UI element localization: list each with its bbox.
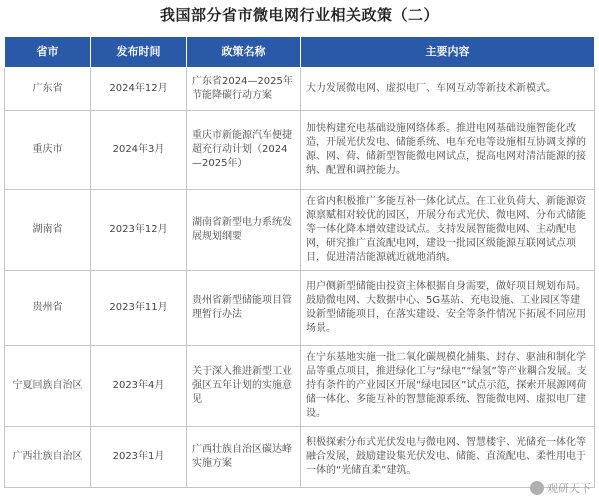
watermark xyxy=(530,480,591,496)
cell-policy: 关于深入推进新型工业强区五年计划的实施意见 xyxy=(187,346,301,427)
cell-province: 宁夏回族自治区 xyxy=(5,346,91,427)
cell-policy: 贵州省新型储能项目管理暂行办法 xyxy=(187,271,301,346)
cell-content: 在省内积极推广多能互补一体化试点。在工业负荷大、新能源资源禀赋相对较优的园区，开展分布式光伏、微电网、分布式储能等一体化降本增效建设试点。支持发展智能微电网、主动配电网，研究推广直流配电网，建设一批园区级能源互联网试点项目，促进清洁能源就近就地消纳。 xyxy=(301,190,595,271)
brand-logo-icon xyxy=(530,481,544,495)
cell-date: 2024年3月 xyxy=(91,111,187,190)
cell-province: 广西壮族自治区 xyxy=(5,427,91,488)
table-header-row xyxy=(5,37,595,68)
header-content: 主要内容 xyxy=(301,37,595,68)
cell-content: 积极探索分布式光伏发电与微电网、智慧楼宇、光储充一体化等融合发展，鼓励建设集光伏发电、储能、直流配电、柔性用电于一体的“光储直柔”建筑。 xyxy=(301,427,595,488)
cell-province: 湖南省 xyxy=(5,190,91,271)
cell-date: 2023年4月 xyxy=(91,346,187,427)
cell-policy: 广东省2024—2025年节能降碳行动方案 xyxy=(187,68,301,111)
header-date: 发布时间 xyxy=(91,37,187,68)
policy-table xyxy=(4,36,595,488)
table-row xyxy=(5,190,595,271)
cell-content: 加快构建充电基础设施网络体系。推进电网基础设施智能化改造，开展光伏发电、储能系统、电车充电等设施相互协调支撑的源、网、荷、储新型智能微电网试点，提高电网对清洁能源的接纳、配置和调控能力。 xyxy=(301,111,595,190)
cell-date: 2023年11月 xyxy=(91,271,187,346)
cell-content: 在宁东基地实施一批二氧化碳规模化捕集、封存、驱油和制化学品等重点项目，推进绿化工与“绿电”“绿氢”等产业耦合发展。支持有条件的产业园区开展“绿电园区”试点示范，探索开展源网荷储一体化、多能互补的智慧能源系统、智能微电网、虚拟电厂建设。 xyxy=(301,346,595,427)
watermark-text: 观研天下 xyxy=(547,482,591,495)
cell-province: 重庆市 xyxy=(5,111,91,190)
cell-province: 贵州省 xyxy=(5,271,91,346)
cell-policy: 湖南省新型电力系统发展规划纲要 xyxy=(187,190,301,271)
page-title: 我国部分省市微电网行业相关政策（二） xyxy=(159,6,439,24)
cell-policy: 广西壮族自治区碳达峰实施方案 xyxy=(187,427,301,488)
cell-date: 2023年1月 xyxy=(91,427,187,488)
cell-date: 2024年12月 xyxy=(91,68,187,111)
cell-date: 2023年12月 xyxy=(91,190,187,271)
header-province: 省市 xyxy=(5,37,91,68)
cell-province: 广东省 xyxy=(5,68,91,111)
table-row xyxy=(5,271,595,346)
cell-content: 大力发展微电网、虚拟电厂、车网互动等新技术新模式。 xyxy=(301,68,595,111)
table-row xyxy=(5,346,595,427)
header-policy: 政策名称 xyxy=(187,37,301,68)
table-row xyxy=(5,68,595,111)
table-row xyxy=(5,111,595,190)
cell-content: 用户侧新型储能由投资主体根据自身需要，做好项目规划布局。鼓励微电网、大数据中心、5G基站、充电设施、工业园区等建设新型储能项目，在落实建设、安全等条件情况下拓展不同应用场景。 xyxy=(301,271,595,346)
table-row xyxy=(5,427,595,488)
cell-policy: 重庆市新能源汽车便捷超充行动计划（2024—2025年） xyxy=(187,111,301,190)
